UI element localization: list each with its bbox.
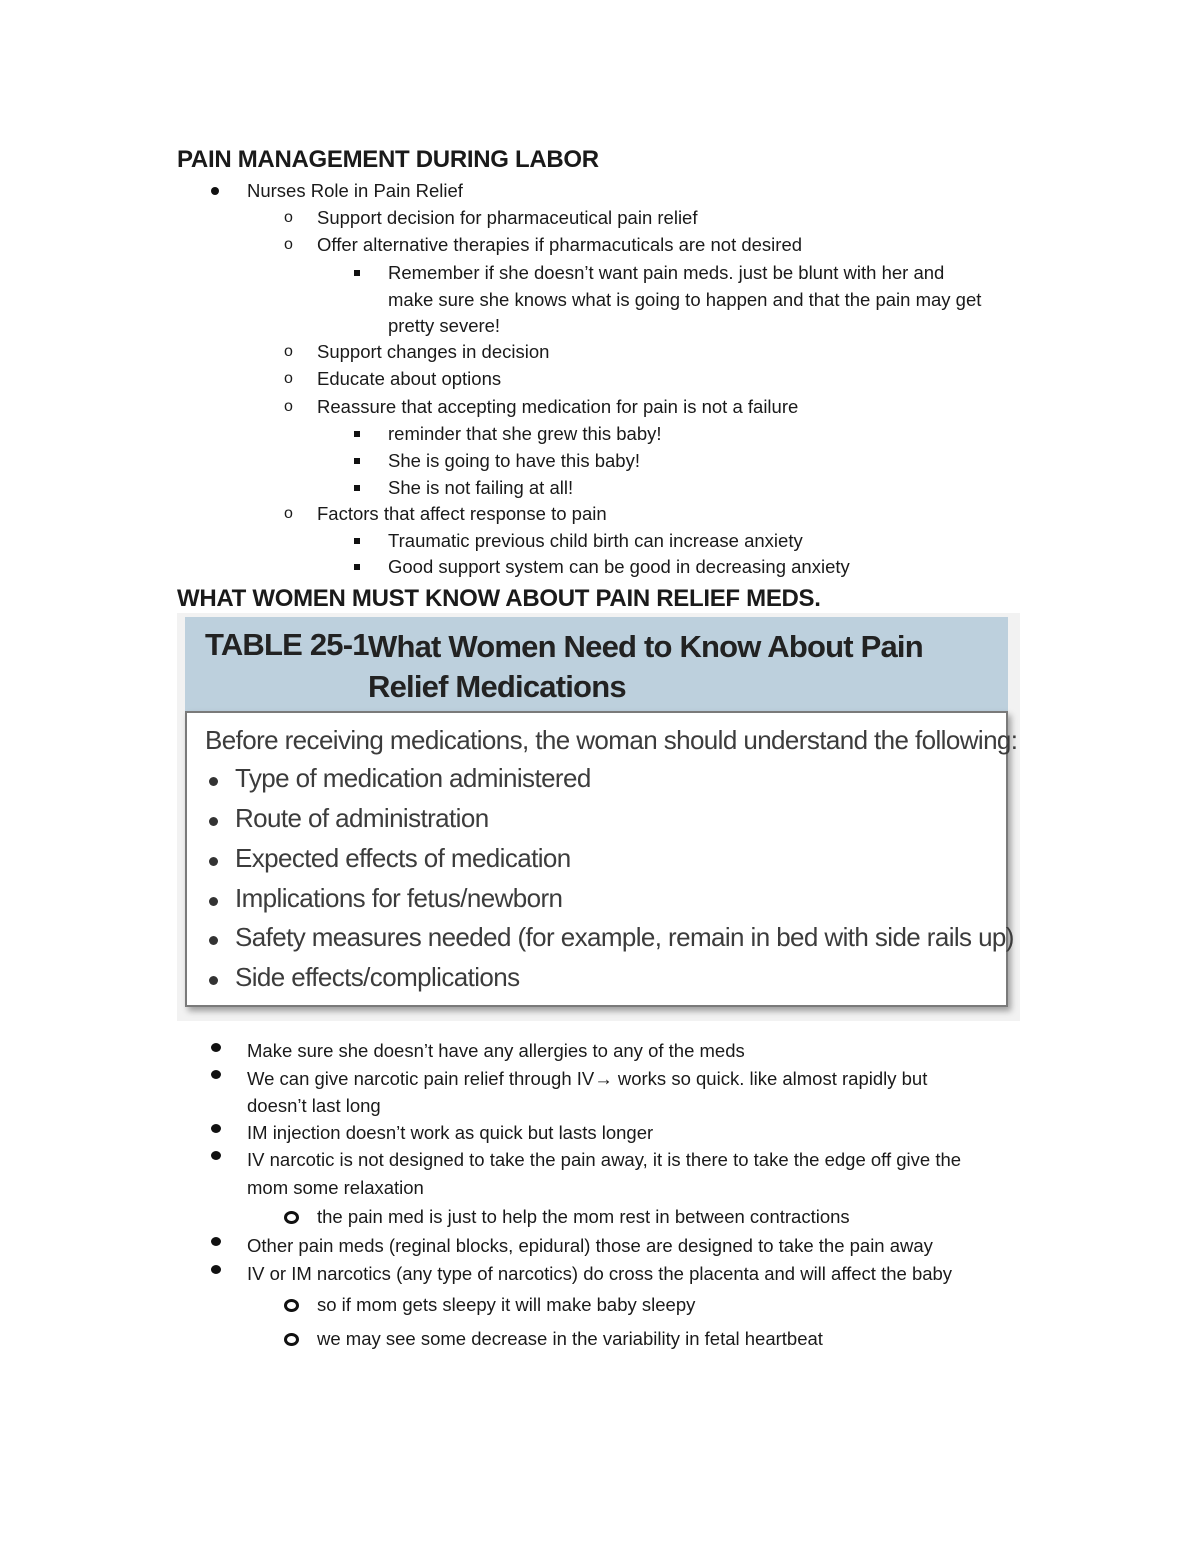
list-item: Offer alternative therapies if pharmacuticals are not desired: [317, 234, 803, 255]
section-heading-pain-management: PAIN MANAGEMENT DURING LABOR: [177, 146, 599, 173]
bullet-icon: [354, 431, 360, 437]
list-item-continued: mom some relaxation: [247, 1177, 424, 1198]
table-intro: Before receiving medications, the woman should understand the following:: [205, 725, 1018, 755]
bullet-icon: o: [284, 505, 293, 522]
list-item: Support changes in decision: [317, 341, 550, 362]
list-item: so if mom gets sleepy it will make baby sleepy: [317, 1294, 696, 1315]
bullet-icon: [284, 1333, 299, 1346]
bullet-icon: [209, 976, 218, 985]
list-item: the pain med is just to help the mom rest in between contractions: [317, 1206, 850, 1227]
bullet-icon: [211, 187, 219, 195]
section-heading-pain-relief-meds: WHAT WOMEN MUST KNOW ABOUT PAIN RELIEF MEDS.: [177, 585, 821, 612]
bullet-icon: [284, 1299, 299, 1312]
bullet-icon: o: [284, 343, 293, 360]
bullet-icon: o: [284, 370, 293, 387]
list-item: She is not failing at all!: [388, 477, 574, 498]
bullet-icon: [209, 857, 218, 866]
list-item: Other pain meds (reginal blocks, epidural) those are designed to take the pain away: [247, 1235, 933, 1256]
list-item: Factors that affect response to pain: [317, 503, 607, 524]
list-item: IM injection doesn’t work as quick but lasts longer: [247, 1122, 654, 1143]
list-item: Nurses Role in Pain Relief: [247, 180, 463, 201]
bullet-icon: [211, 1265, 221, 1274]
bullet-icon: [209, 936, 218, 945]
list-item: IV or IM narcotics (any type of narcotics) do cross the placenta and will affect the baby: [247, 1263, 953, 1284]
list-item: reminder that she grew this baby!: [388, 423, 662, 444]
bullet-icon: o: [284, 209, 293, 226]
table-list-item: Expected effects of medication: [235, 843, 571, 873]
bullet-icon: [209, 817, 218, 826]
table-header: [185, 617, 1008, 713]
table-list-item: Route of administration: [235, 803, 489, 833]
table-figure: [177, 613, 1020, 1021]
bullet-icon: [354, 270, 360, 276]
list-item: Good support system can be good in decreasing anxiety: [388, 556, 850, 577]
list-item: IV narcotic is not designed to take the pain away, it is there to take the edge off give the: [247, 1149, 962, 1170]
bullet-icon: [211, 1043, 221, 1052]
bullet-icon: [211, 1237, 221, 1246]
bullet-icon: o: [284, 236, 293, 253]
table-body: [185, 711, 1018, 1007]
bullet-icon: [354, 485, 360, 491]
bullet-icon: [211, 1070, 221, 1079]
bullet-icon: [209, 777, 218, 786]
list-item: Remember if she doesn’t want pain meds. just be blunt with her and: [388, 262, 945, 283]
list-item: Educate about options: [317, 368, 502, 389]
table-list-item: Side effects/complications: [235, 962, 520, 992]
table-title-line: Relief Medications: [368, 669, 626, 704]
bullet-icon: [354, 564, 360, 570]
table-title-line: What Women Need to Know About Pain: [368, 629, 923, 664]
list-item: Traumatic previous child birth can increase anxiety: [388, 530, 803, 551]
list-item: She is going to have this baby!: [388, 450, 640, 471]
bullet-icon: [209, 897, 218, 906]
list-item-continued: doesn’t last long: [247, 1095, 381, 1116]
table-number: TABLE 25-1: [205, 627, 369, 662]
list-item-continued: make sure she knows what is going to happen and that the pain may get: [388, 289, 982, 310]
list-item: we may see some decrease in the variability in fetal heartbeat: [317, 1328, 823, 1349]
bullet-icon: o: [284, 398, 293, 415]
table-list-item: Implications for fetus/newborn: [235, 883, 563, 913]
table-title: [368, 627, 968, 707]
table-list-item: Type of medication administered: [235, 763, 591, 793]
list-item: Reassure that accepting medication for pain is not a failure: [317, 396, 799, 417]
list-item: We can give narcotic pain relief through IV→ works so quick. like almost rapidly but: [247, 1068, 928, 1089]
list-item: Support decision for pharmaceutical pain relief: [317, 207, 698, 228]
bullet-icon: [354, 538, 360, 544]
bullet-icon: [211, 1124, 221, 1133]
list-item-continued: pretty severe!: [388, 315, 501, 336]
list-item: Make sure she doesn’t have any allergies to any of the meds: [247, 1040, 745, 1061]
bullet-icon: [354, 458, 360, 464]
bullet-icon: [211, 1151, 221, 1160]
bullet-icon: [284, 1211, 299, 1224]
table-list-item: Safety measures needed (for example, remain in bed with side rails up): [235, 922, 1014, 952]
